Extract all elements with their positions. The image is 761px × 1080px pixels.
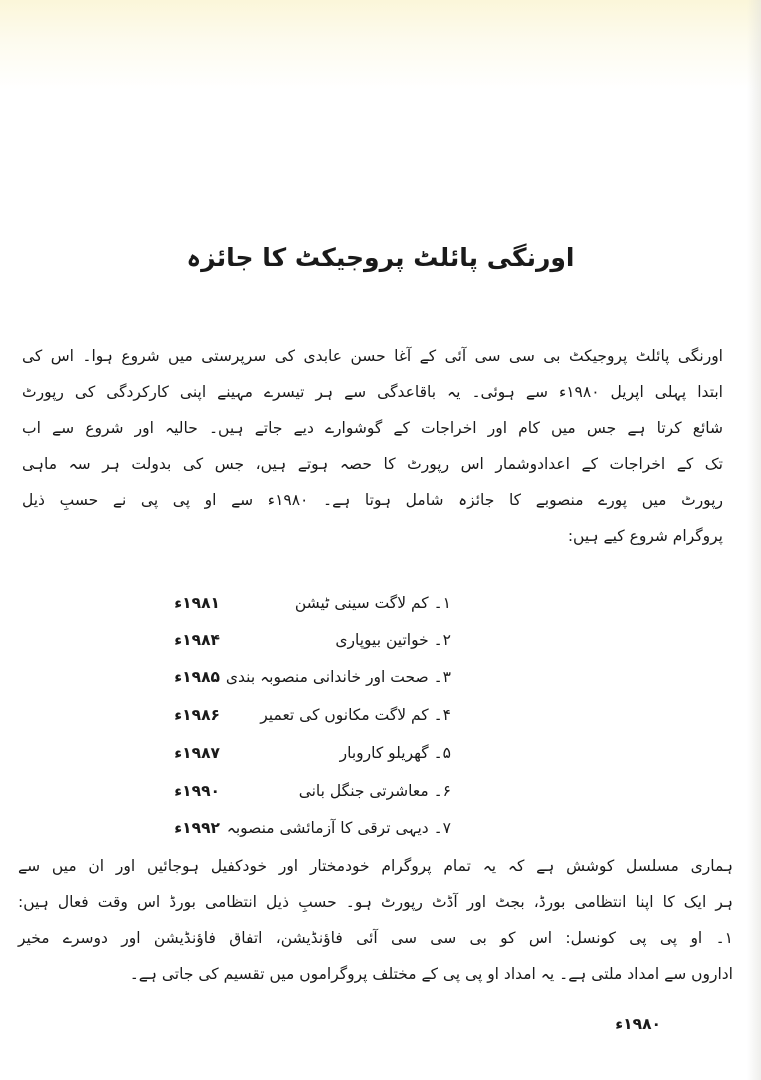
program-label: ۳۔ صحت اور خاندانی منصوبہ بندی xyxy=(225,668,451,686)
intro-line: رپورٹ میں پورے منصوبے کا جائزہ شامل ہوتا ہے۔ ۱۹۸۰ء سے او پی پی نے حسبِ ذیل xyxy=(22,491,723,509)
program-item xyxy=(0,738,761,768)
program-year: ۱۹۸۷ء xyxy=(174,744,220,762)
program-item xyxy=(0,662,761,692)
program-label: ۱۔ کم لاگت سینی ٹیشن xyxy=(294,594,451,612)
intro-line: پروگرام شروع کیے ہیں: xyxy=(567,527,723,545)
program-label: ۶۔ معاشرتی جنگل بانی xyxy=(298,782,451,800)
program-year: ۱۹۹۲ء xyxy=(174,819,220,837)
intro-line: اورنگی پائلٹ پروجیکٹ بی سی سی آئی کے آغا حسن عابدی کی سرپرستی میں شروع ہوا۔ اس کی xyxy=(22,347,723,365)
document-title: اورنگی پائلٹ پروجیکٹ کا جائزہ xyxy=(186,243,575,272)
program-year: ۱۹۸۵ء xyxy=(174,668,220,686)
intro-line: ابتدا پہلی اپریل ۱۹۸۰ء سے ہوئی۔ یہ باقاعدگی سے ہر تیسرے مہینے اپنی کارکردگی کی رپورٹ xyxy=(22,383,723,401)
program-label: ۷۔ دیہی ترقی کا آزمائشی منصوبہ xyxy=(226,819,451,837)
program-item xyxy=(0,700,761,730)
page-edge-shadow xyxy=(747,0,761,1080)
intro-line: شائع کرتا ہے جس میں کام اور اخراجات کے گوشوارے دیے جاتے ہیں۔ حالیہ اور شروع سے اب xyxy=(22,419,723,437)
program-label: ۴۔ کم لاگت مکانوں کی تعمیر xyxy=(260,706,451,724)
footer-year: ۱۹۸۰ء xyxy=(615,1015,661,1033)
program-year: ۱۹۸۶ء xyxy=(174,706,220,724)
program-item xyxy=(0,588,761,618)
program-year: ۱۹۸۱ء xyxy=(174,594,220,612)
intro-line: تک کے اخراجات کے اعدادوشمار اس رپورٹ کا حصہ ہوتے ہیں، جس کی بدولت ہر سہ ماہی xyxy=(22,455,723,473)
program-list xyxy=(0,580,761,840)
closing-paragraph xyxy=(18,848,733,992)
program-item xyxy=(0,813,761,843)
closing-line: ہماری مسلسل کوشش ہے کہ یہ تمام پروگرام خودمختار اور خودکفیل ہوجائیں اور ان میں سے xyxy=(18,857,733,875)
program-item xyxy=(0,625,761,655)
program-label: ۲۔ خواتین بیوپاری xyxy=(335,631,451,649)
closing-line: اداروں سے امداد ملتی ہے۔ یہ امداد او پی پی کے مختلف پروگراموں میں تقسیم کی جاتی ہے۔ xyxy=(129,965,733,983)
intro-paragraph xyxy=(22,338,723,554)
program-item xyxy=(0,776,761,806)
program-label: ۵۔ گھریلو کاروبار xyxy=(339,744,451,762)
program-year: ۱۹۹۰ء xyxy=(174,782,220,800)
closing-line: ہر ایک کا اپنا انتظامی بورڈ، بجٹ اور آڈٹ رپورٹ ہو۔ حسبِ ذیل انتظامی بورڈ اس وقت فعال ہیں: xyxy=(18,893,733,911)
closing-line: ۱۔ او پی پی کونسل: اس کو بی سی سی آئی فاؤنڈیشن، اتفاق فاؤنڈیشن اور دوسرے مخیر xyxy=(18,929,733,947)
program-year: ۱۹۸۴ء xyxy=(174,631,220,649)
